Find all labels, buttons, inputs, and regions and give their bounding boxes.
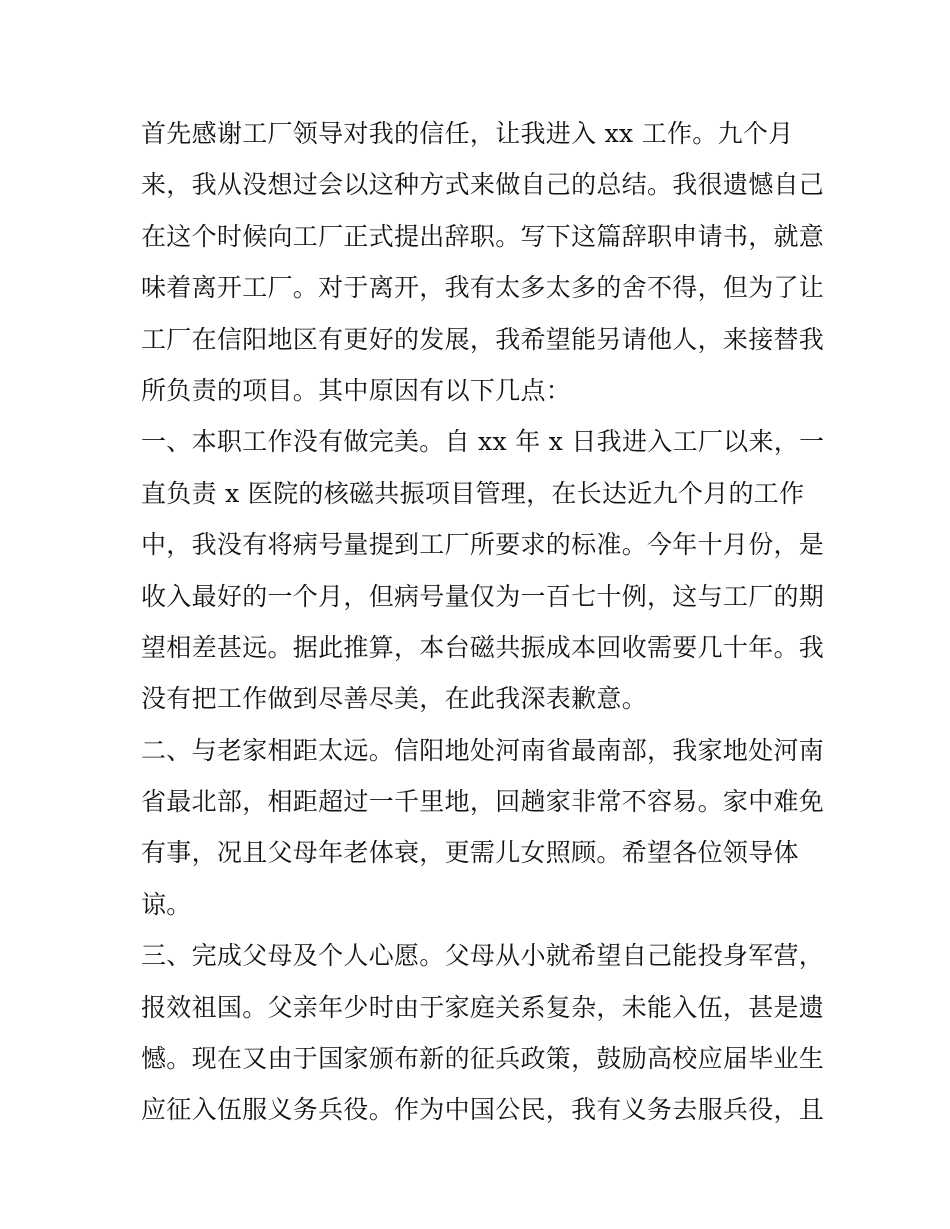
text-line: 憾。现在又由于国家颁布新的征兵政策，鼓励高校应届毕业生: [141, 1044, 825, 1074]
text-line: 报效祖国。父亲年少时由于家庭关系复杂，未能入伍，甚是遗: [141, 992, 825, 1022]
text-line: 有事，况且父母年老体衰，更需儿女照顾。希望各位领导体: [141, 838, 799, 868]
text-line: 直负责 x 医院的核磁共振项目管理，在长达近九个月的工作: [141, 478, 805, 508]
text-line: 省最北部，相距超过一千里地，回趟家非常不容易。家中难免: [141, 787, 825, 817]
text-line: 所负责的项目。其中原因有以下几点：: [141, 375, 572, 405]
text-line: 望相差甚远。据此推算，本台磁共振成本回收需要几十年。我: [141, 632, 825, 662]
text-line: 首先感谢工厂领导对我的信任，让我进入 xx 工作。九个月: [141, 119, 794, 148]
text-line: 应征入伍服义务兵役。作为中国公民，我有义务去服兵役，且: [141, 1095, 825, 1125]
text-line: 在这个时候向工厂正式提出辞职。写下这篇辞职申请书，就意: [141, 221, 825, 251]
text-line: 没有把工作做到尽善尽美，在此我深表歉意。: [141, 684, 648, 714]
text-line: 中，我没有将病号量提到工厂所要求的标准。今年十月份，是: [141, 530, 825, 560]
text-line: 来，我从没想过会以这种方式来做自己的总结。我很遗憾自己: [141, 170, 825, 200]
text-line: 工厂在信阳地区有更好的发展，我希望能另请他人，来接替我: [141, 324, 825, 354]
text-line: 收入最好的一个月，但病号量仅为一百七十例，这与工厂的期: [141, 581, 825, 611]
text-line: 二、与老家相距太远。信阳地处河南省最南部，我家地处河南: [141, 735, 825, 765]
document-body: [141, 108, 825, 1136]
text-line: 一、本职工作没有做完美。自 xx 年 x 日我进入工厂以来，一: [141, 427, 825, 457]
text-line: 味着离开工厂。对于离开，我有太多太多的舍不得，但为了让: [141, 273, 825, 303]
text-line: 谅。: [141, 889, 192, 919]
text-line: 三、完成父母及个人心愿。父母从小就希望自己能投身军营，: [141, 941, 825, 971]
